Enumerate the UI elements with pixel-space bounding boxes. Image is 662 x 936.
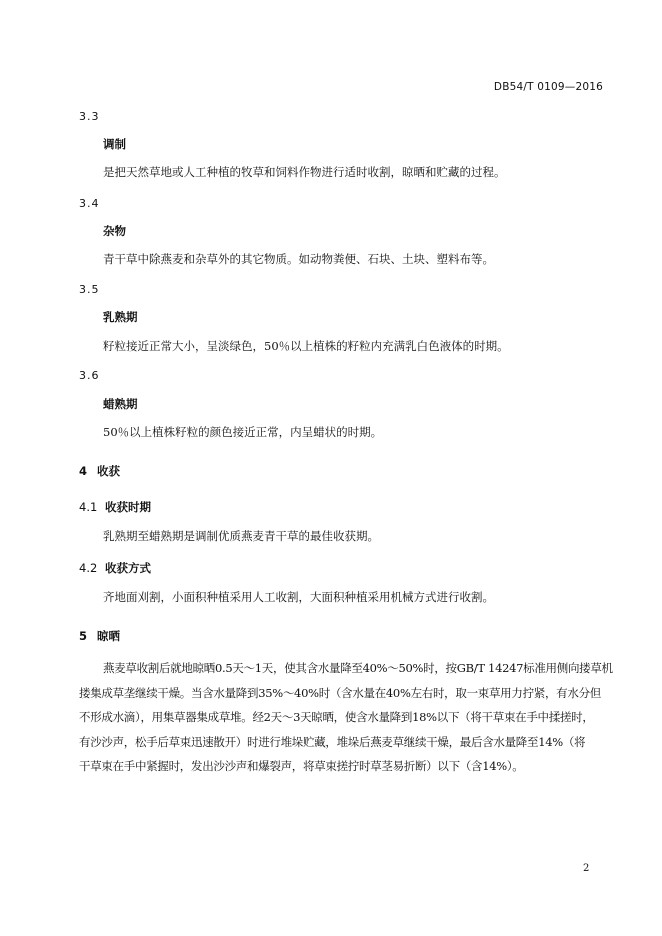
subsection-number: 4.2	[79, 561, 98, 575]
standard-code: DB54/T 0109—2016	[493, 81, 603, 93]
subsection-heading	[79, 560, 151, 576]
paragraph-line: 有沙沙声，松手后草束迅速散开）时进行堆垛贮藏，堆垛后燕麦草继续干燥，最后含水量降至14%（将	[79, 734, 586, 749]
subsection-number: 4.1	[79, 500, 98, 514]
subsection-title: 收获方式	[105, 561, 151, 575]
section-title: 晾晒	[97, 629, 120, 643]
term-title: 乳熟期	[103, 310, 138, 324]
body-text: 乳熟期至蜡熟期是调制优质燕麦青干草的最佳收获期。	[103, 529, 379, 543]
section-title: 收获	[97, 464, 120, 478]
body-text: 齐地面刈割，小面积种植采用人工收割，大面积种植采用机械方式进行收割。	[103, 590, 494, 604]
term-definition: 籽粒接近正常大小，呈淡绿色，50％以上植株的籽粒内充满乳白色液体的时期。	[103, 339, 509, 353]
subsection-title: 收获时期	[105, 500, 151, 514]
term-definition: 是把天然草地或人工种植的牧草和饲料作物进行适时收割，晾晒和贮藏的过程。	[103, 165, 506, 179]
body-paragraph	[79, 656, 613, 779]
paragraph-line: 燕麦草收割后就地晾晒0.5天～1天，使其含水量降至40%～50%时，按GB/T 14247标准用侧向搂草机	[103, 661, 613, 675]
page-number: 2	[583, 863, 590, 874]
term-title: 杂物	[103, 224, 126, 238]
paragraph-line: 不形成水滴），用集草器集成草堆。经2天～3天晾晒，使含水量降到18%以下（将干草束在手中揉搓时，	[79, 710, 594, 724]
section-number: 4	[79, 464, 88, 478]
paragraph-line: 搂集成草垄继续干燥。当含水量降到35%～40%时（含水量在40%左右时，取一束草用力拧紧，有水分但	[79, 685, 601, 700]
term-number: 3.6	[79, 369, 100, 382]
subsection-heading	[79, 499, 151, 515]
section-heading	[79, 628, 120, 644]
section-heading	[79, 463, 120, 479]
term-number: 3.4	[79, 197, 100, 210]
term-definition: 青干草中除燕麦和杂草外的其它物质。如动物粪便、石块、土块、塑料布等。	[103, 252, 494, 266]
term-title: 蜡熟期	[103, 397, 138, 411]
term-definition: 50％以上植株籽粒的颜色接近正常，内呈蜡状的时期。	[103, 425, 383, 439]
section-number: 5	[79, 629, 88, 643]
term-number: 3.5	[79, 283, 100, 296]
term-number: 3.3	[79, 110, 100, 123]
paragraph-line: 干草束在手中紧握时，发出沙沙声和爆裂声，将草束搓拧时草茎易折断）以下（含14%）。	[79, 759, 524, 773]
term-title: 调制	[103, 137, 126, 151]
